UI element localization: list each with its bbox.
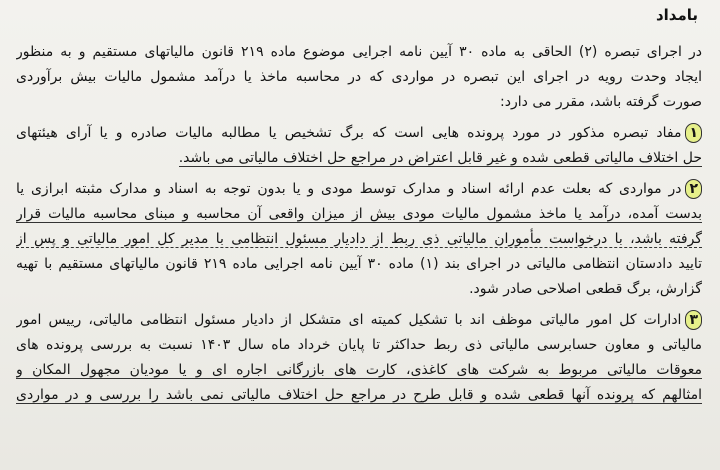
text-line bbox=[16, 358, 702, 383]
text-line-content: در مواردی که بعلت عدم ارائه اسناد و مدارک توسط مودی و یا بدون توجه به اسناد و مدارک مثبته ابرازی یا bbox=[16, 181, 682, 197]
clause-2 bbox=[16, 177, 702, 302]
text-line bbox=[16, 308, 702, 333]
underlined-text: حل اختلاف مالیاتی قطعی شده و غیر قابل اعتراض در مراجع حل اختلاف مالیاتی می باشد. bbox=[178, 150, 702, 166]
header-label: بامداد bbox=[655, 6, 698, 24]
clause-number-marker: ۱ bbox=[685, 123, 702, 143]
text-line-content: مفاد تبصره مذکور در مورد پرونده هایی است که برگ تشخیص یا مطالبه مالیات صادره و یا آرای هیئتهای bbox=[16, 125, 682, 141]
underlined-text: بدست آمده، درآمد یا ماخذ مشمول مالیات مودی بیش از میزان واقعی آن محاسبه و مبنای محاسبه مالیات قرار bbox=[16, 206, 702, 222]
text-line: ایجاد وحدت رویه در اجرای این تبصره در مواردی که در محاسبه ماخذ یا درآمد مشمول مالیات بیش برآوردی bbox=[16, 69, 702, 85]
text-line: گزارش، برگ قطعی اصلاحی صادر شود. bbox=[469, 281, 702, 297]
text-line bbox=[16, 383, 702, 408]
text-line: تایید دادستان انتظامی مالیاتی در اجرای بند (۱) ماده ۳۰ آیین نامه اجرایی ماده ۲۱۹ قانون مالیاتهای مستقیم با تهیه bbox=[16, 256, 702, 272]
clause-1 bbox=[16, 121, 702, 171]
text-line bbox=[16, 146, 702, 171]
text-line: در اجرای تبصره (۲) الحاقی به ماده ۳۰ آیین نامه اجرایی موضوع ماده ۲۱۹ قانون مالیاتهای مستقیم و به منظور bbox=[16, 44, 702, 60]
intro-paragraph bbox=[16, 40, 702, 115]
clause-number-marker: ۳ bbox=[685, 310, 702, 330]
underlined-text: گرفته باشد، با درخواست مأموران مالیاتی ذی ربط از دادیار مسئول انتظامی با مدیر کل امور مالیاتی و پس از bbox=[16, 231, 702, 247]
text-line: صورت گرفته باشد، مقرر می دارد: bbox=[500, 94, 702, 110]
text-line bbox=[16, 202, 702, 227]
text-line-content: ادارات کل امور مالیاتی موظف اند با تشکیل کمیته ای متشکل از دادیار مسئول انتظامی مالیاتی، رییس امور bbox=[16, 312, 682, 328]
text-line bbox=[16, 227, 702, 252]
text-line bbox=[16, 121, 702, 146]
document-body bbox=[16, 40, 702, 414]
underlined-text: امثالهم که پرونده آنها قطعی شده و قابل طرح در مراجع حل اختلاف مالیاتی نمی باشد را بررسی و در مواردی bbox=[16, 387, 702, 403]
clause-3 bbox=[16, 308, 702, 408]
underlined-text: معوقات مالیاتی مربوط به شرکت های کاغذی، کارت های بازرگانی اجاره ای و یا مودیان مجهول المکان و bbox=[16, 362, 702, 378]
text-line: مالیاتی و معاون حسابرسی مالیاتی ذی ربط حداکثر تا پایان خرداد ماه سال ۱۴۰۳ نسبت به بررسی پرونده های bbox=[16, 337, 702, 353]
text-line bbox=[16, 177, 702, 202]
clause-number-marker: ۲ bbox=[685, 179, 702, 199]
